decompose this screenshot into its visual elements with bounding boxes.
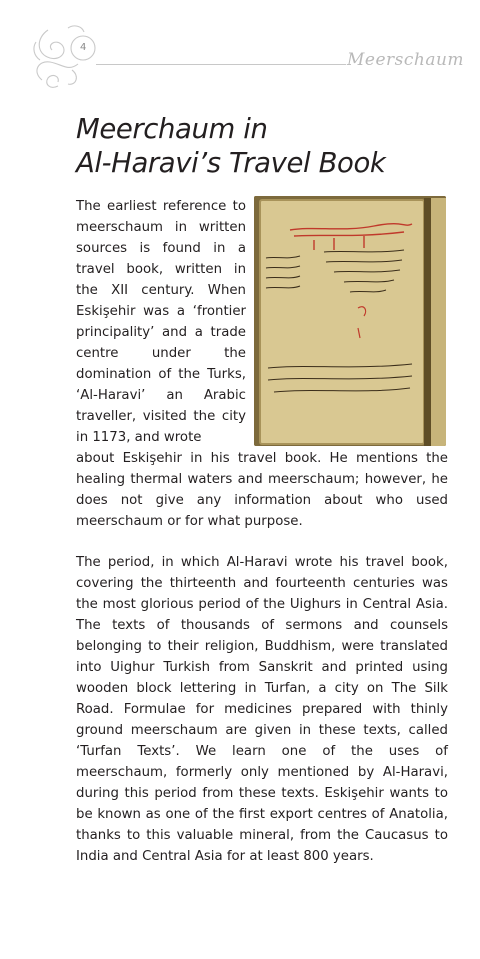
paragraph-1-continued bbox=[76, 448, 448, 532]
title-line-1: Meerchaum in bbox=[76, 113, 268, 145]
paragraph-1-part-1: The earliest reference to meerschaum in written sources is found in a travel book, written in the XII century. When Eskişehir was a ‘frontier principality’ and a trade centre under the domination of the Turks, ‘Al-Haravi’ an Arabic traveller, visited the city in 1173, and wrote bbox=[76, 199, 246, 445]
page-number: 4 bbox=[80, 42, 87, 53]
page-header bbox=[0, 0, 480, 110]
paragraph-1-wrapped bbox=[76, 196, 246, 448]
paragraph-2: The period, in which Al-Haravi wrote his travel book, covering the thirteenth and fourteenth centuries was the most glorious period of the Uighurs in Central Asia. The texts of thousands of sermons and counsels belonging to their religion, Buddhism, were translated into Uighur Turkish from Sanskrit and printed using wooden block lettering in Turfan, a city on The Silk Road. Formulae for medicines prepared with thinly ground meerschaum are given in these texts, called ‘Turfan Texts’. We learn one of the uses of meerschaum, formerly only mentioned by Al-Haravi, during this period from these texts. Eskişehir wants to be known as one of the first export centres of Anatolia, thanks to this valuable mineral, from the Caucasus to India and Central Asia for at least 800 years. bbox=[76, 555, 448, 864]
running-header: Meerschaum bbox=[347, 50, 465, 70]
manuscript-image bbox=[254, 196, 446, 446]
manuscript-photo bbox=[254, 196, 446, 446]
header-rule bbox=[96, 64, 346, 65]
paragraph-1-part-2: about Eskişehir in his travel book. He mentions the healing thermal waters and meerschaum; however, he does not give any information about who used meerschaum or for what purpose. bbox=[76, 451, 448, 529]
floral-ornament-icon bbox=[28, 20, 98, 100]
title-line-2: Al-Haravi’s Travel Book bbox=[76, 147, 386, 179]
article-title bbox=[76, 112, 385, 180]
